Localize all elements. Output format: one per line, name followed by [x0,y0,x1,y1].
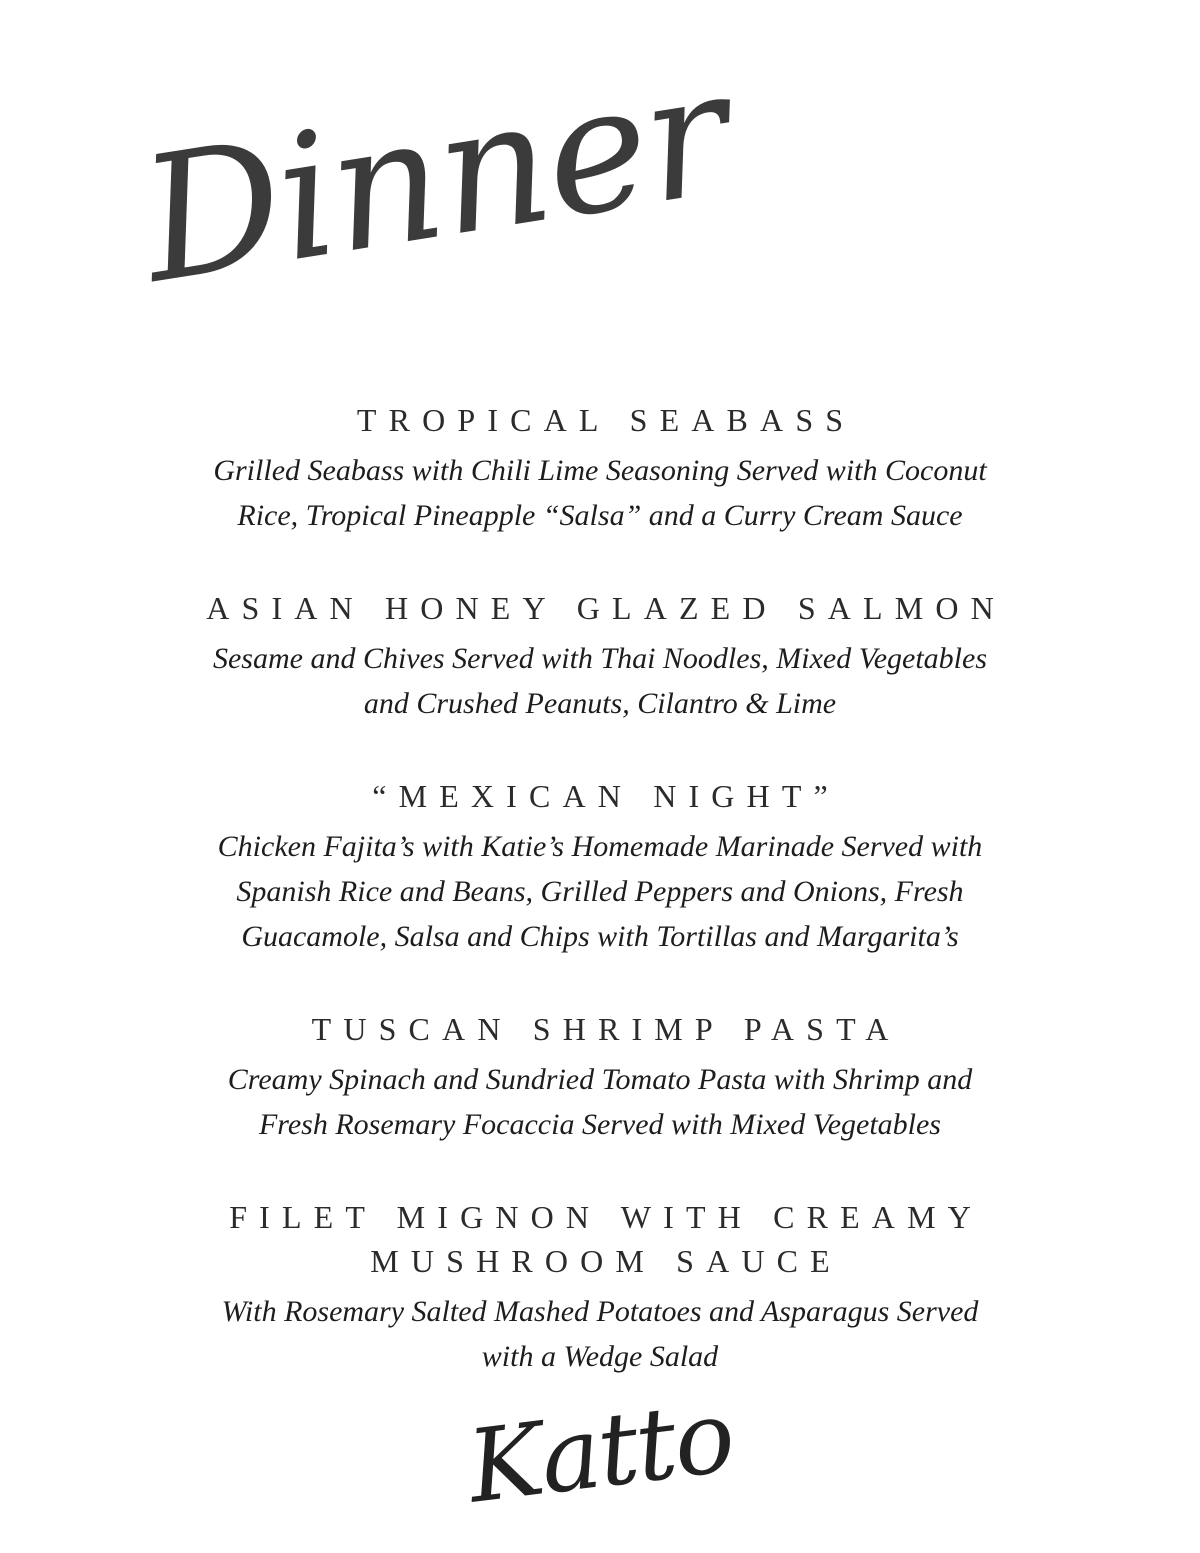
menu-item-name-line: MUSHROOM SAUCE [370,1243,842,1279]
description-line: Grilled Seabass with Chili Lime Seasoning Served with Coconut [213,454,987,487]
menu-item-name [170,1195,1030,1283]
menu-section-asian-honey-glazed-salmon [170,586,1030,726]
description-line: with a Wedge Salad [481,1340,719,1373]
menu-item-name-line: TROPICAL SEABASS [356,402,856,438]
menu-section-filet-mignon [170,1195,1030,1379]
menu-item-name-line: TUSCAN SHRIMP PASTA [311,1011,901,1047]
description-line: and Crushed Peanuts, Cilantro & Lime [363,687,837,720]
menu-item-description [170,824,1030,959]
description-line: Rice, Tropical Pineapple “Salsa” and a Curry Cream Sauce [237,499,963,532]
description-line: Sesame and Chives Served with Thai Noodles, Mixed Vegetables [212,642,988,675]
description-line: Guacamole, Salsa and Chips with Tortillas and Margarita’s [241,920,959,953]
menu-item-description [170,1057,1030,1147]
menu-item-name [170,586,1030,630]
description-line: Fresh Rosemary Focaccia Served with Mixed Vegetables [258,1108,941,1141]
menu-item-name-line: FILET MIGNON WITH CREAMY [229,1199,983,1235]
description-line: Creamy Spinach and Sundried Tomato Pasta with Shrimp and [227,1063,973,1096]
menu-item-name-line: “MEXICAN NIGHT” [372,778,840,814]
description-line: Spanish Rice and Beans, Grilled Peppers and Onions, Fresh [236,875,964,908]
signature-text: Katto [461,1377,739,1526]
menu-item-description [170,636,1030,726]
description-line: With Rosemary Salted Mashed Potatoes and Asparagus Served [221,1295,979,1328]
menu-item-name [170,774,1030,818]
menu-section-tropical-seabass [170,398,1030,538]
menu-section-mexican-night [170,774,1030,959]
page-title: Dinner [129,31,740,322]
menu-list [0,398,1200,1427]
menu-item-description [170,448,1030,538]
menu-section-tuscan-shrimp-pasta [170,1007,1030,1147]
menu-item-name [170,398,1030,442]
menu-item-name-line: ASIAN HONEY GLAZED SALMON [206,590,1006,626]
signature [0,1377,1200,1526]
menu-item-name [170,1007,1030,1051]
description-line: Chicken Fajita’s with Katie’s Homemade Marinade Served with [217,830,983,863]
menu-item-description [170,1289,1030,1379]
